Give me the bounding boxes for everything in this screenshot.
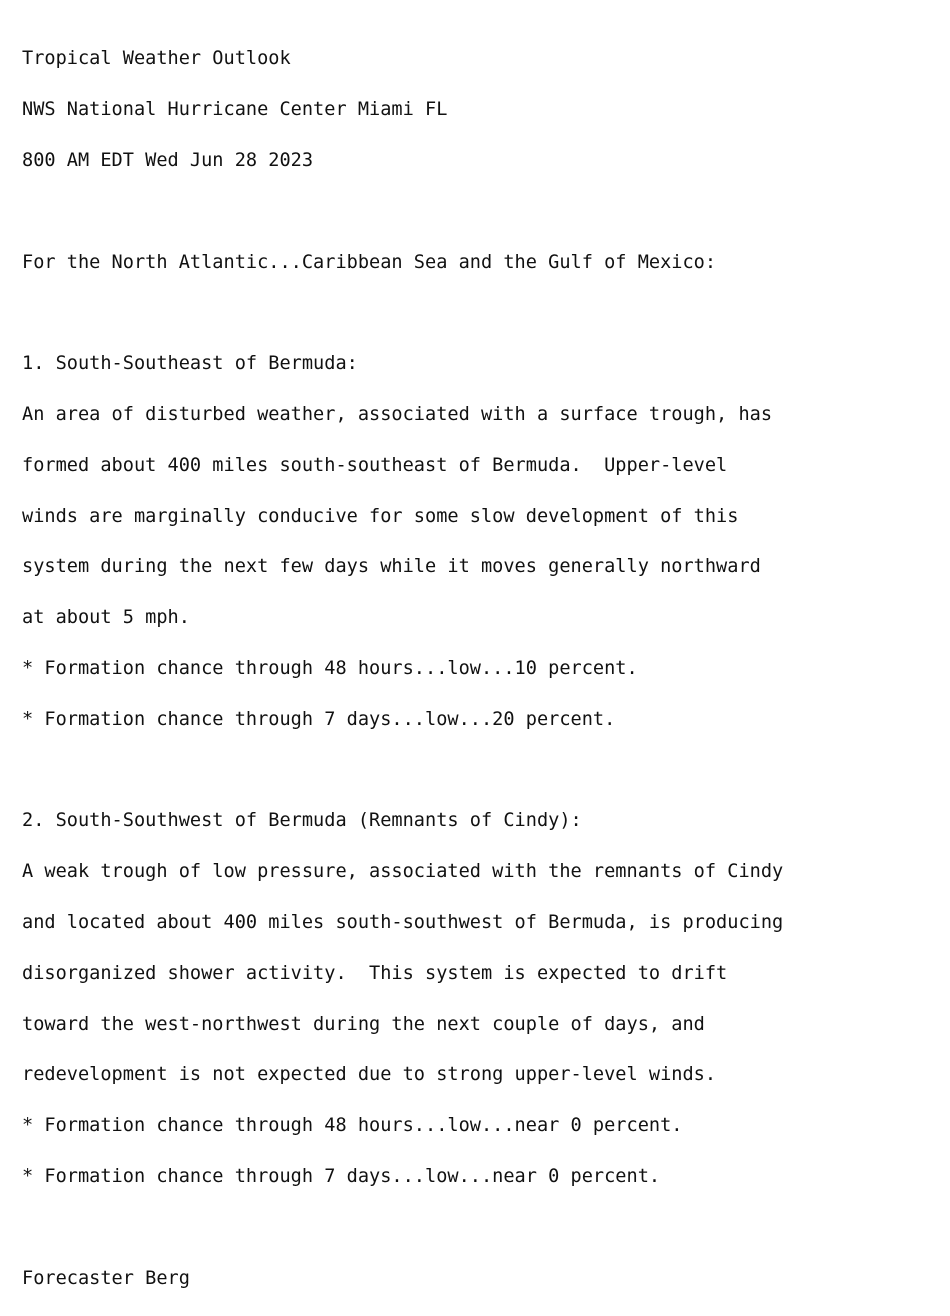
blank-line bbox=[22, 758, 950, 783]
system-1-body-line: formed about 400 miles south-southeast of Bermuda. Upper-level bbox=[22, 454, 728, 476]
issue-time: 800 AM EDT Wed Jun 28 2023 bbox=[22, 150, 314, 171]
system-2-heading: 2. South-Southwest of Bermuda (Remnants of Cindy): bbox=[22, 810, 582, 832]
system-2-body-line: toward the west-northwest during the next couple of days, and bbox=[22, 1013, 705, 1035]
system-1-body-line: An area of disturbed weather, associated with a surface trough, has bbox=[22, 403, 773, 425]
system-2-body-line: A weak trough of low pressure, associated with the remnants of Cindy bbox=[22, 861, 784, 883]
outlook-title: Tropical Weather Outlook bbox=[22, 48, 291, 70]
system-2-body-line: disorganized shower activity. This system is expected to drift bbox=[22, 962, 728, 984]
blank-line bbox=[22, 300, 950, 325]
system-1-body-line: system during the next few days while it moves generally northward bbox=[22, 556, 761, 578]
system-1-heading: 1. South-Southeast of Bermuda: bbox=[22, 353, 358, 375]
blank-line bbox=[22, 1215, 950, 1240]
system-2-body-line: redevelopment is not expected due to strong upper-level winds. bbox=[22, 1064, 717, 1086]
region-intro: For the North Atlantic...Caribbean Sea and the Gulf of Mexico: bbox=[22, 251, 717, 273]
system-2-chance-48h: * Formation chance through 48 hours...low...near 0 percent. bbox=[22, 1115, 683, 1137]
system-2-body-line: and located about 400 miles south-southwest of Bermuda, is producing bbox=[22, 911, 784, 933]
system-1-chance-48h: * Formation chance through 48 hours...low...10 percent. bbox=[22, 657, 638, 679]
system-1-chance-7d: * Formation chance through 7 days...low...20 percent. bbox=[22, 708, 616, 730]
issuing-office: NWS National Hurricane Center Miami FL bbox=[22, 99, 448, 121]
system-2-chance-7d: * Formation chance through 7 days...low...near 0 percent. bbox=[22, 1165, 661, 1187]
blank-line bbox=[22, 199, 950, 224]
system-1-body-line: winds are marginally conducive for some slow development of this bbox=[22, 505, 739, 527]
forecaster-signoff: Forecaster Berg bbox=[22, 1267, 190, 1289]
system-1-body-line: at about 5 mph. bbox=[22, 607, 190, 629]
